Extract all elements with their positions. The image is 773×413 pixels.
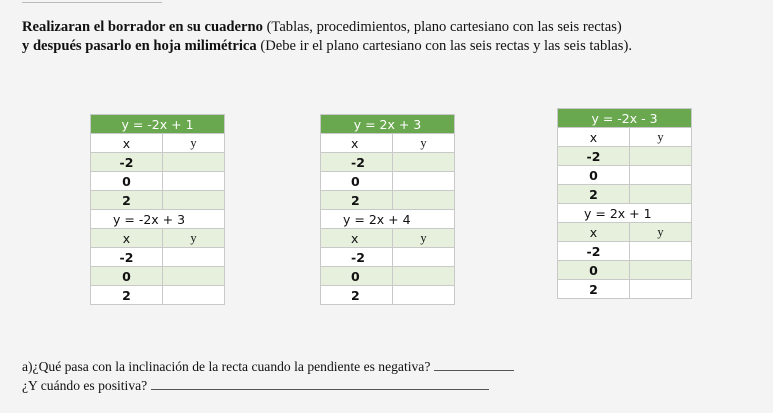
top-rule (22, 2, 162, 3)
y-header: y (630, 128, 692, 147)
y-header: y (393, 229, 455, 248)
equation-label: y = -2x + 1 (91, 115, 225, 134)
y-value-empty[interactable] (163, 248, 225, 267)
table-row (91, 172, 225, 191)
x-value: 0 (558, 261, 630, 280)
table-row (321, 229, 455, 248)
y-value-empty[interactable] (630, 280, 692, 299)
table-row (321, 248, 455, 267)
table-row (558, 223, 692, 242)
table-row (91, 191, 225, 210)
table-row (558, 147, 692, 166)
y-value-empty[interactable] (393, 191, 455, 210)
x-value: 2 (91, 191, 163, 210)
question-b-text: ¿Y cuándo es positiva? (22, 378, 148, 393)
x-value: 0 (91, 267, 163, 286)
table-header (91, 115, 225, 134)
x-header: x (91, 134, 163, 153)
y-value-empty[interactable] (163, 191, 225, 210)
x-value: -2 (91, 153, 163, 172)
x-value: 2 (558, 280, 630, 299)
y-value-empty[interactable] (393, 153, 455, 172)
values-table-2 (320, 114, 455, 305)
table-row (321, 134, 455, 153)
table-row (558, 242, 692, 261)
table-row (558, 185, 692, 204)
equation-label: y = 2x + 3 (321, 115, 455, 134)
x-value: 2 (321, 286, 393, 305)
y-value-empty[interactable] (163, 286, 225, 305)
y-value-empty[interactable] (630, 261, 692, 280)
x-value: 2 (321, 191, 393, 210)
instructions-bold-1: Realizaran el borrador en su cuaderno (22, 19, 263, 35)
x-header: x (91, 229, 163, 248)
x-value: 0 (321, 267, 393, 286)
table-row (321, 191, 455, 210)
y-value-empty[interactable] (163, 172, 225, 191)
table-header (558, 109, 692, 128)
table-row (558, 166, 692, 185)
table-row (558, 128, 692, 147)
y-value-empty[interactable] (393, 267, 455, 286)
y-value-empty[interactable] (630, 166, 692, 185)
x-value: 0 (91, 172, 163, 191)
x-value: -2 (558, 147, 630, 166)
table-row (91, 210, 225, 229)
y-header: y (393, 134, 455, 153)
x-value: -2 (558, 242, 630, 261)
table-row (91, 153, 225, 172)
x-header: x (558, 128, 630, 147)
x-value: 0 (321, 172, 393, 191)
x-header: x (558, 223, 630, 242)
table-row (91, 134, 225, 153)
table-row (91, 229, 225, 248)
instructions-bold-2: y después pasarlo en hoja milimétrica (22, 38, 257, 54)
x-header: x (321, 134, 393, 153)
table-row (558, 261, 692, 280)
table-row (558, 204, 692, 223)
y-value-empty[interactable] (630, 185, 692, 204)
table-row (321, 267, 455, 286)
table-row (321, 172, 455, 191)
instructions-text-1: (Tablas, procedimientos, plano cartesiano con las seis rectas) (262, 19, 622, 35)
x-value: 0 (558, 166, 630, 185)
answer-a-blank[interactable] (434, 358, 514, 371)
x-header: x (321, 229, 393, 248)
y-header: y (163, 229, 225, 248)
table-row (91, 286, 225, 305)
equation-label: y = -2x + 3 (91, 210, 225, 229)
y-header: y (163, 134, 225, 153)
instructions-text-2: (Debe ir el plano cartesiano con las seis rectas y las seis tablas). (256, 38, 632, 54)
questions (22, 357, 762, 395)
question-a (22, 357, 762, 376)
equation-label: y = 2x + 4 (321, 210, 455, 229)
equation-label: y = -2x - 3 (558, 109, 692, 128)
table-row (321, 286, 455, 305)
x-value: -2 (321, 248, 393, 267)
y-value-empty[interactable] (393, 172, 455, 191)
table-row (321, 153, 455, 172)
x-value: -2 (321, 153, 393, 172)
table-header (321, 115, 455, 134)
y-value-empty[interactable] (393, 248, 455, 267)
equation-label: y = 2x + 1 (558, 204, 692, 223)
instructions (22, 18, 762, 56)
question-b (22, 376, 762, 395)
table-row (91, 267, 225, 286)
y-value-empty[interactable] (163, 153, 225, 172)
values-table-1 (90, 114, 225, 305)
y-value-empty[interactable] (393, 286, 455, 305)
y-header: y (630, 223, 692, 242)
table-row (321, 210, 455, 229)
x-value: 2 (558, 185, 630, 204)
values-table-3 (557, 108, 692, 299)
table-row (91, 248, 225, 267)
instructions-line-2 (22, 37, 762, 56)
instructions-line-1 (22, 18, 762, 37)
y-value-empty[interactable] (630, 147, 692, 166)
y-value-empty[interactable] (630, 242, 692, 261)
x-value: 2 (91, 286, 163, 305)
table-row (558, 280, 692, 299)
question-a-text: a)¿Qué pasa con la inclinación de la recta cuando la pendiente es negativa? (22, 359, 431, 374)
y-value-empty[interactable] (163, 267, 225, 286)
answer-b-blank[interactable] (151, 377, 489, 390)
x-value: -2 (91, 248, 163, 267)
